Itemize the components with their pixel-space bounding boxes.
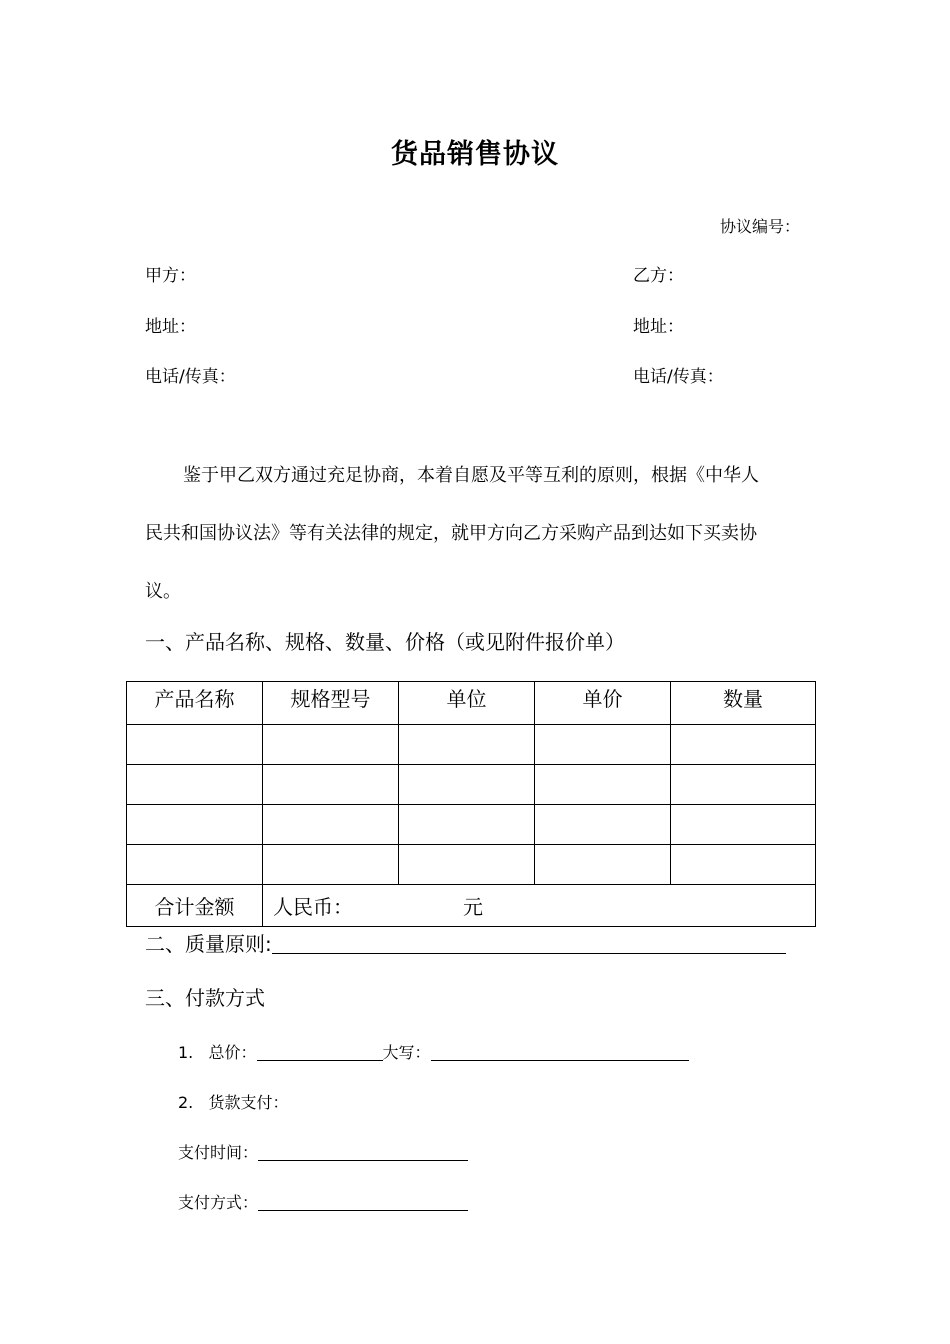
- payment-method-blank[interactable]: [258, 1192, 468, 1211]
- column-header: 数量: [671, 682, 816, 725]
- quality-standard-label: 二、质量原则:: [145, 932, 272, 956]
- column-header: 单价: [535, 682, 671, 725]
- table-row: [127, 765, 816, 805]
- table-cell[interactable]: [399, 805, 535, 845]
- total-row: [127, 885, 816, 927]
- document-title: 货品销售协议: [391, 139, 559, 170]
- party-a-phone-label: 电话/传真：: [145, 367, 236, 387]
- table-header-row: [127, 682, 816, 725]
- payment-of-goods-label: 货款支付：: [208, 1093, 289, 1112]
- table-cell[interactable]: [263, 765, 399, 805]
- payment-method-label: 支付方式：: [178, 1193, 259, 1212]
- table-cell[interactable]: [671, 725, 816, 765]
- section-1-heading: 一、产品名称、规格、数量、价格（或见附件报价单）: [145, 630, 625, 654]
- section-2-heading: [145, 928, 786, 957]
- table-cell[interactable]: [399, 845, 535, 885]
- table-cell[interactable]: [399, 765, 535, 805]
- total-price-blank[interactable]: [257, 1042, 383, 1061]
- product-table: [126, 681, 816, 927]
- table-cell[interactable]: [535, 765, 671, 805]
- total-amount-label: 合计金额: [127, 885, 263, 927]
- currency-label: 人民币：: [273, 895, 353, 919]
- payment-item-2: [178, 1090, 289, 1113]
- table-cell[interactable]: [399, 725, 535, 765]
- section-3-heading: 三、付款方式: [145, 986, 265, 1010]
- party-b-phone-label: 电话/传真：: [633, 367, 724, 387]
- table-cell[interactable]: [127, 725, 263, 765]
- item-1-number: 1.: [178, 1043, 194, 1062]
- amount-in-words-label: 大写：: [382, 1043, 431, 1062]
- party-b-label: 乙方：: [633, 266, 684, 286]
- intro-line-1: 鉴于甲乙双方通过充足协商，本着自愿及平等互利的原则，根据《中华人: [183, 465, 759, 486]
- table-cell[interactable]: [535, 725, 671, 765]
- table-cell[interactable]: [127, 845, 263, 885]
- table-cell[interactable]: [263, 725, 399, 765]
- total-amount-cell[interactable]: [263, 885, 816, 927]
- table-row: [127, 845, 816, 885]
- quality-standard-blank[interactable]: [272, 935, 786, 954]
- payment-time-row: [178, 1140, 468, 1163]
- table-cell[interactable]: [671, 805, 816, 845]
- table-cell[interactable]: [535, 845, 671, 885]
- party-a-label: 甲方：: [145, 266, 196, 286]
- payment-time-blank[interactable]: [258, 1142, 468, 1161]
- table-cell[interactable]: [127, 805, 263, 845]
- column-header: 产品名称: [127, 682, 263, 725]
- table-row: [127, 725, 816, 765]
- amount-in-words-blank[interactable]: [431, 1042, 689, 1061]
- payment-time-label: 支付时间：: [178, 1143, 259, 1162]
- table-row: [127, 805, 816, 845]
- party-a-address-label: 地址：: [145, 317, 196, 337]
- column-header: 规格型号: [263, 682, 399, 725]
- table-cell[interactable]: [535, 805, 671, 845]
- payment-method-row: [178, 1190, 468, 1213]
- table-cell[interactable]: [263, 845, 399, 885]
- total-price-label: 总价：: [208, 1043, 257, 1062]
- table-cell[interactable]: [671, 765, 816, 805]
- intro-line-3: 议。: [145, 581, 181, 602]
- table-cell[interactable]: [263, 805, 399, 845]
- item-2-number: 2.: [178, 1093, 194, 1112]
- payment-item-1: [178, 1040, 689, 1063]
- table-cell[interactable]: [671, 845, 816, 885]
- agreement-number-label: 协议编号：: [719, 217, 800, 236]
- party-b-address-label: 地址：: [633, 317, 684, 337]
- intro-line-2: 民共和国协议法》等有关法律的规定，就甲方向乙方采购产品到达如下买卖协: [145, 523, 757, 544]
- column-header: 单位: [399, 682, 535, 725]
- table-cell[interactable]: [127, 765, 263, 805]
- yuan-unit-label: 元: [463, 895, 483, 919]
